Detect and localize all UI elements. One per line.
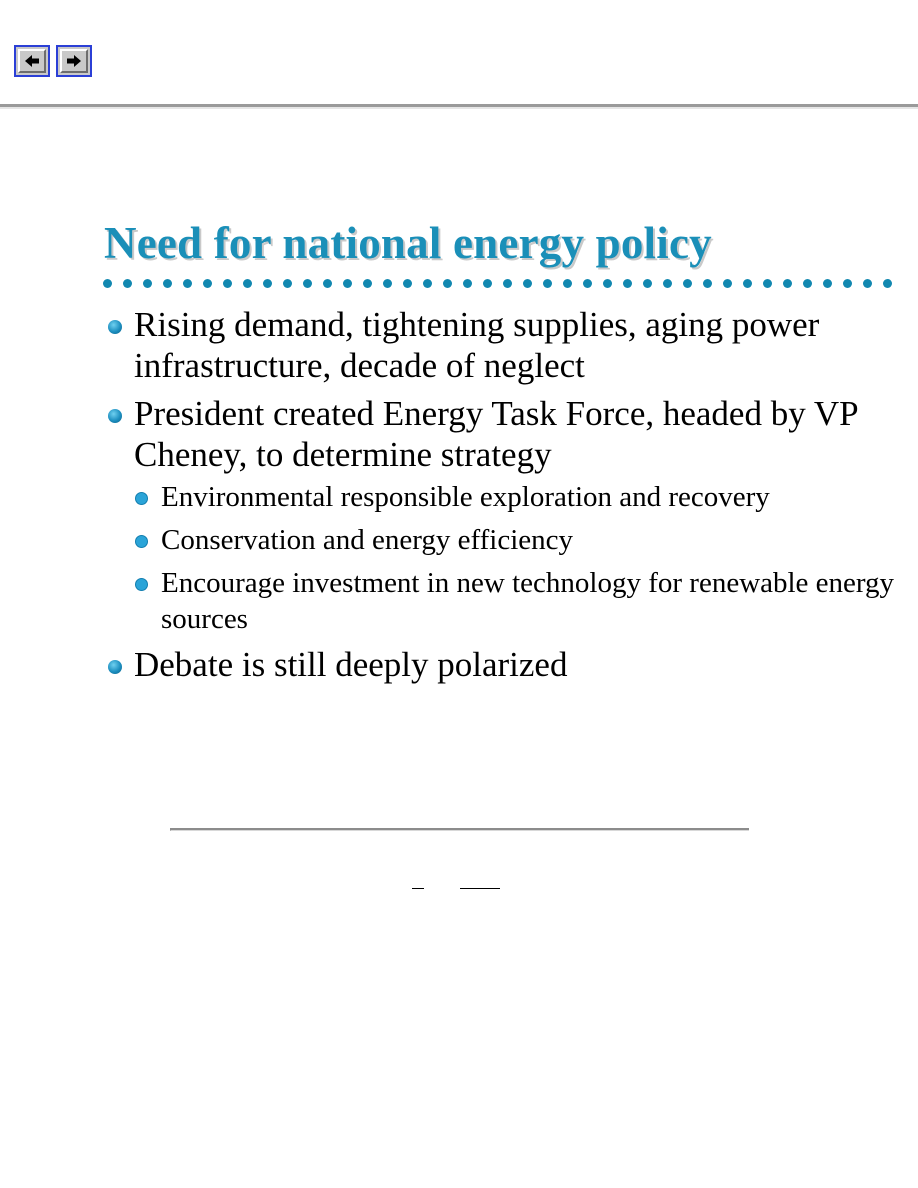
underline-dot	[123, 279, 132, 288]
underline-dot	[723, 279, 732, 288]
underline-dot	[203, 279, 212, 288]
previous-slide-button[interactable]	[14, 45, 50, 77]
underline-dot	[483, 279, 492, 288]
right-arrow-icon	[60, 49, 88, 73]
dotted-title-underline	[103, 277, 918, 291]
underline-dot	[623, 279, 632, 288]
next-slide-button[interactable]	[56, 45, 92, 77]
underline-dot	[303, 279, 312, 288]
round-bullet-icon	[108, 660, 122, 674]
slide-navigation	[14, 45, 92, 77]
underline-dot	[543, 279, 552, 288]
sub-bullet-text: Encourage investment in new technology for renewable energy sources	[161, 567, 895, 635]
underline-dot	[423, 279, 432, 288]
bullet-item	[106, 304, 906, 386]
slide-title: Need for national energy policy	[104, 218, 712, 268]
sub-bullet-item	[134, 565, 906, 637]
underline-dot	[243, 279, 252, 288]
sub-bullet-text: Environmental responsible exploration and recovery	[161, 481, 770, 513]
round-bullet-icon	[108, 409, 122, 423]
sub-bullet-text: Conservation and energy efficiency	[161, 524, 574, 556]
underline-dot	[103, 279, 112, 288]
underline-dot	[163, 279, 172, 288]
underline-dot	[383, 279, 392, 288]
underline-dot	[363, 279, 372, 288]
underline-dot	[323, 279, 332, 288]
header-divider	[0, 104, 918, 109]
bullet-text: Rising demand, tightening supplies, aging power infrastructure, decade of neglect	[134, 305, 820, 385]
underline-dot	[443, 279, 452, 288]
underline-dot	[343, 279, 352, 288]
bullet-item	[106, 393, 906, 637]
underline-dot	[763, 279, 772, 288]
bullet-text: Debate is still deeply polarized	[134, 645, 568, 684]
underline-dot	[583, 279, 592, 288]
underline-dot	[843, 279, 852, 288]
underline-dot	[523, 279, 532, 288]
underline-dot	[703, 279, 712, 288]
underline-dot	[883, 279, 892, 288]
underline-dot	[783, 279, 792, 288]
footer-link-long[interactable]	[460, 874, 500, 892]
underline-dot	[683, 279, 692, 288]
underline-dot	[563, 279, 572, 288]
square-bullet-icon	[135, 578, 148, 591]
underline-dot	[603, 279, 612, 288]
underline-dot	[283, 279, 292, 288]
underline-dot	[143, 279, 152, 288]
footer-divider	[170, 828, 749, 831]
underline-dot	[223, 279, 232, 288]
underline-dot	[663, 279, 672, 288]
round-bullet-icon	[108, 320, 122, 334]
underline-dot	[643, 279, 652, 288]
underline-dot	[503, 279, 512, 288]
slide-bullet-list	[106, 304, 906, 692]
underline-dot	[263, 279, 272, 288]
left-arrow-icon	[18, 49, 46, 73]
footer-link-short[interactable]	[412, 874, 424, 892]
bullet-text: President created Energy Task Force, headed by VP Cheney, to determine strategy	[134, 394, 858, 474]
underline-dot	[823, 279, 832, 288]
underline-dot	[463, 279, 472, 288]
underline-dot	[183, 279, 192, 288]
bullet-item	[106, 644, 906, 685]
underline-dot	[403, 279, 412, 288]
underline-dot	[743, 279, 752, 288]
underline-dot	[863, 279, 872, 288]
sub-bullet-list	[134, 479, 906, 637]
underline-dot	[803, 279, 812, 288]
square-bullet-icon	[135, 535, 148, 548]
sub-bullet-item	[134, 522, 906, 558]
square-bullet-icon	[135, 492, 148, 505]
sub-bullet-item	[134, 479, 906, 515]
